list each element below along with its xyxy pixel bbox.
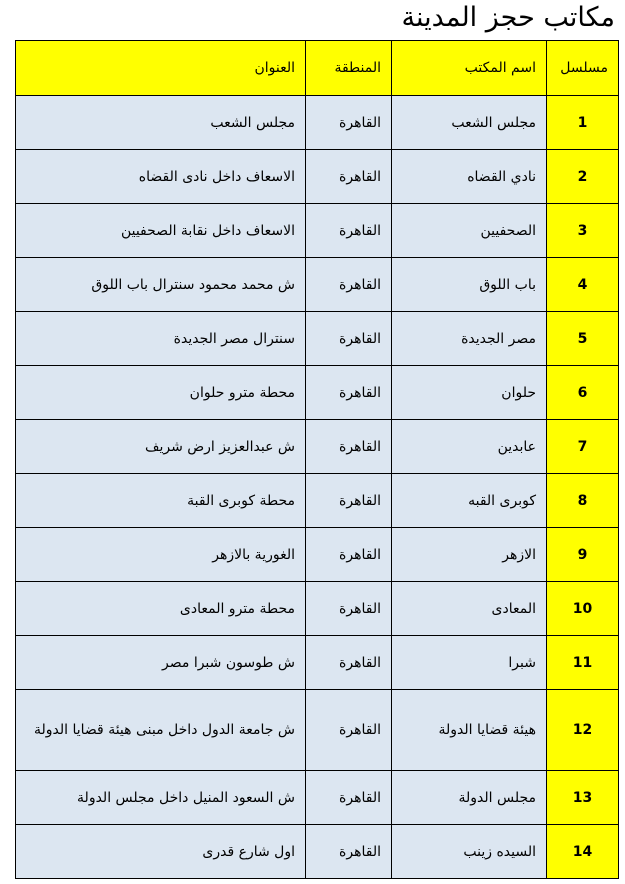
cell-office-name: كوبرى القبه: [392, 474, 547, 528]
cell-serial: 1: [547, 96, 619, 150]
table-row: [16, 258, 619, 312]
cell-region: القاهرة: [306, 690, 392, 771]
cell-serial: 2: [547, 150, 619, 204]
cell-region: القاهرة: [306, 312, 392, 366]
table-row: [16, 825, 619, 879]
cell-region: القاهرة: [306, 366, 392, 420]
cell-region: القاهرة: [306, 204, 392, 258]
cell-office-name: مصر الجديدة: [392, 312, 547, 366]
cell-region: القاهرة: [306, 528, 392, 582]
cell-serial: 7: [547, 420, 619, 474]
table-row: [16, 582, 619, 636]
cell-office-name: هيئة قضايا الدولة: [392, 690, 547, 771]
table-row: [16, 636, 619, 690]
page-title: مكاتب حجز المدينة: [401, 2, 615, 33]
cell-region: القاهرة: [306, 771, 392, 825]
header-region: المنطقة: [306, 41, 392, 96]
cell-serial: 12: [547, 690, 619, 771]
cell-serial: 10: [547, 582, 619, 636]
cell-office-name: نادي القضاه: [392, 150, 547, 204]
cell-address: الاسعاف داخل نقابة الصحفيين: [16, 204, 306, 258]
cell-address: الاسعاف داخل نادى القضاه: [16, 150, 306, 204]
table-body: [16, 96, 619, 879]
cell-address: ش جامعة الدول داخل مبنى هيئة قضايا الدولة: [16, 690, 306, 771]
cell-address: محطة كوبرى القبة: [16, 474, 306, 528]
cell-serial: 13: [547, 771, 619, 825]
table-row: [16, 96, 619, 150]
cell-serial: 14: [547, 825, 619, 879]
cell-serial: 11: [547, 636, 619, 690]
table-row: [16, 204, 619, 258]
header-office-name: اسم المكتب: [392, 41, 547, 96]
cell-office-name: السيده زينب: [392, 825, 547, 879]
cell-office-name: مجلس الدولة: [392, 771, 547, 825]
header-row: [16, 41, 619, 96]
cell-office-name: مجلس الشعب: [392, 96, 547, 150]
cell-serial: 4: [547, 258, 619, 312]
offices-table: [15, 40, 619, 879]
cell-office-name: الازهر: [392, 528, 547, 582]
cell-serial: 8: [547, 474, 619, 528]
header-serial: مسلسل: [547, 41, 619, 96]
table-row: [16, 528, 619, 582]
cell-region: القاهرة: [306, 582, 392, 636]
cell-address: سنترال مصر الجديدة: [16, 312, 306, 366]
cell-office-name: حلوان: [392, 366, 547, 420]
cell-region: القاهرة: [306, 150, 392, 204]
cell-region: القاهرة: [306, 825, 392, 879]
header-address: العنوان: [16, 41, 306, 96]
cell-serial: 5: [547, 312, 619, 366]
cell-office-name: الصحفيين: [392, 204, 547, 258]
cell-serial: 3: [547, 204, 619, 258]
cell-address: محطة مترو المعادى: [16, 582, 306, 636]
table-row: [16, 771, 619, 825]
cell-office-name: شبرا: [392, 636, 547, 690]
cell-address: ش محمد محمود سنترال باب اللوق: [16, 258, 306, 312]
cell-region: القاهرة: [306, 636, 392, 690]
cell-serial: 9: [547, 528, 619, 582]
table-row: [16, 312, 619, 366]
table-row: [16, 366, 619, 420]
cell-address: ش السعود المنيل داخل مجلس الدولة: [16, 771, 306, 825]
cell-region: القاهرة: [306, 96, 392, 150]
cell-office-name: باب اللوق: [392, 258, 547, 312]
cell-address: مجلس الشعب: [16, 96, 306, 150]
cell-region: القاهرة: [306, 258, 392, 312]
cell-office-name: المعادى: [392, 582, 547, 636]
table-row: [16, 690, 619, 771]
cell-office-name: عابدين: [392, 420, 547, 474]
cell-address: الغورية بالازهر: [16, 528, 306, 582]
cell-address: ش عبدالعزيز ارض شريف: [16, 420, 306, 474]
table-row: [16, 150, 619, 204]
table-row: [16, 474, 619, 528]
cell-address: محطة مترو حلوان: [16, 366, 306, 420]
table-row: [16, 420, 619, 474]
cell-region: القاهرة: [306, 420, 392, 474]
cell-region: القاهرة: [306, 474, 392, 528]
cell-address: اول شارع قدرى: [16, 825, 306, 879]
cell-address: ش طوسون شبرا مصر: [16, 636, 306, 690]
cell-serial: 6: [547, 366, 619, 420]
